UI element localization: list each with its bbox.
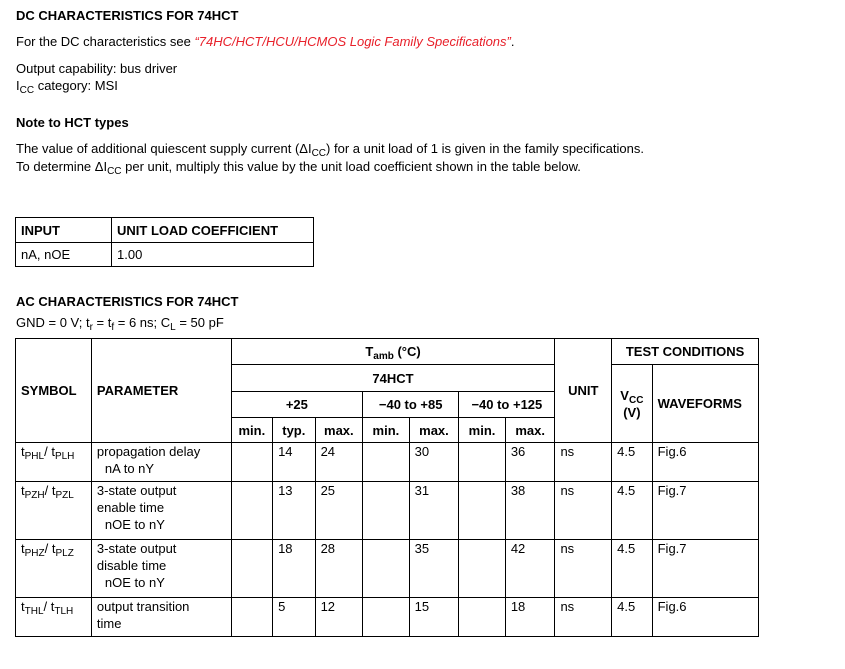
max-125-cell: 38	[505, 482, 555, 540]
min-125-cell	[459, 443, 506, 482]
sym-sub2: PLZ	[55, 548, 74, 559]
dc-title: DC CHARACTERISTICS FOR 74HCT	[16, 8, 239, 23]
max-85-cell: 15	[409, 598, 459, 637]
cond-c: = 6 ns; C	[114, 315, 171, 330]
parameter-cell	[91, 443, 231, 482]
min-85-cell	[363, 482, 410, 540]
header-range-125: −40 to +125	[459, 392, 555, 418]
ulc-header-input: INPUT	[16, 218, 112, 243]
sym-sub1: PHZ	[24, 548, 45, 559]
table-row	[16, 598, 759, 637]
header-min-85: min.	[363, 418, 410, 443]
header-max-125: max.	[505, 418, 555, 443]
note-p1b: ) for a unit load of 1 is given in the family specifications.	[326, 141, 644, 156]
dc-intro	[16, 34, 514, 49]
typ-25-cell: 14	[273, 443, 316, 482]
family-spec-link[interactable]: “74HC/HCT/HCU/HCMOS Logic Family Specifications”	[194, 34, 511, 49]
max-25-cell: 28	[315, 540, 363, 598]
cond-b: = t	[92, 315, 112, 330]
sym-t1: t	[21, 599, 25, 614]
param-line-1: 3-state output	[96, 483, 177, 498]
icc-prefix: I	[16, 78, 20, 93]
max-25-cell: 24	[315, 443, 363, 482]
sym-sub1: THL	[24, 606, 44, 617]
min-85-cell	[363, 443, 410, 482]
max-25-cell: 25	[315, 482, 363, 540]
sym-t2: t	[51, 444, 55, 459]
min-25-cell	[231, 598, 272, 637]
param-line-2: enable time	[96, 500, 165, 515]
header-symbol: SYMBOL	[16, 339, 92, 443]
header-typ-25: typ.	[273, 418, 316, 443]
sym-sep: /	[44, 541, 52, 556]
typ-25-cell: 18	[273, 540, 316, 598]
waveform-cell: Fig.6	[652, 443, 758, 482]
symbol-cell	[16, 598, 92, 637]
sym-sub1: PHL	[24, 451, 45, 462]
unit-load-table	[15, 217, 314, 267]
header-max-25: max.	[315, 418, 363, 443]
header-family: 74HCT	[231, 365, 555, 392]
vcc-v: V	[620, 387, 629, 403]
sym-sep: /	[44, 483, 52, 498]
min-85-cell	[363, 598, 410, 637]
unit-cell: ns	[555, 443, 612, 482]
header-min-125: min.	[459, 418, 506, 443]
vcc-sub: CC	[628, 394, 644, 406]
param-line-3: nOE to nY	[104, 575, 165, 590]
unit-cell: ns	[555, 598, 612, 637]
sym-sub1: PZH	[24, 490, 45, 501]
sym-sep: /	[44, 444, 52, 459]
dc-intro-end: .	[510, 34, 515, 49]
cond-a: GND = 0 V; t	[16, 315, 90, 330]
param-line-1: output transition	[96, 599, 190, 614]
max-85-cell: 35	[409, 540, 459, 598]
header-min-25: min.	[231, 418, 272, 443]
param-line-2: nA to nY	[104, 461, 155, 476]
max-85-cell: 31	[409, 482, 459, 540]
header-unit: UNIT	[555, 339, 612, 443]
symbol-cell	[16, 540, 92, 598]
min-25-cell	[231, 540, 272, 598]
sym-sub2: PZL	[55, 490, 74, 501]
max-85-cell: 30	[409, 443, 459, 482]
note-p2a: To determine ΔI	[16, 159, 108, 174]
max-125-cell: 42	[505, 540, 555, 598]
output-capability: Output capability: bus driver	[16, 61, 178, 76]
vcc-cell: 4.5	[612, 540, 652, 598]
max-25-cell: 12	[315, 598, 363, 637]
min-125-cell	[459, 598, 506, 637]
sym-sub2: TLH	[54, 606, 74, 617]
min-125-cell	[459, 482, 506, 540]
header-tamb	[231, 339, 555, 365]
tamb-t: T	[365, 344, 374, 359]
min-25-cell	[231, 482, 272, 540]
note-p1a: The value of additional quiescent supply current (ΔI	[16, 141, 312, 156]
typ-25-cell: 13	[273, 482, 316, 540]
sym-t2: t	[51, 541, 56, 556]
icc-sub: CC	[19, 85, 35, 96]
unit-cell: ns	[555, 540, 612, 598]
note-title: Note to HCT types	[16, 115, 129, 130]
sym-t2: t	[50, 599, 55, 614]
unit-cell: ns	[555, 482, 612, 540]
icc-category	[16, 78, 118, 96]
header-max-85: max.	[409, 418, 459, 443]
vcc-cell: 4.5	[612, 598, 652, 637]
note-p2b: per unit, multiply this value by the unit load coefficient shown in the table below.	[121, 159, 581, 174]
ac-title: AC CHARACTERISTICS FOR 74HCT	[16, 294, 239, 309]
waveform-cell: Fig.6	[652, 598, 758, 637]
table-row	[16, 482, 759, 540]
cond-fsub: f	[111, 322, 115, 333]
sym-t2: t	[51, 483, 56, 498]
icc-rest: category: MSI	[34, 78, 118, 93]
vcc-cell: 4.5	[612, 482, 652, 540]
header-waveforms: WAVEFORMS	[652, 365, 758, 443]
cond-lsub: L	[170, 322, 176, 333]
min-85-cell	[363, 540, 410, 598]
waveform-cell: Fig.7	[652, 540, 758, 598]
max-125-cell: 18	[505, 598, 555, 637]
vcc-unit: (V)	[623, 404, 641, 420]
param-line-1: propagation delay	[96, 444, 201, 459]
param-line-2: disable time	[96, 558, 167, 573]
sym-t1: t	[21, 444, 25, 459]
min-25-cell	[231, 443, 272, 482]
waveform-cell: Fig.7	[652, 482, 758, 540]
dc-intro-text: For the DC characteristics see	[16, 34, 195, 49]
note-p2sub: CC	[107, 166, 122, 177]
max-125-cell: 36	[505, 443, 555, 482]
param-line-3: nOE to nY	[104, 517, 165, 532]
cond-rsub: r	[89, 322, 93, 333]
ulc-coefficient-value: 1.00	[112, 243, 314, 267]
ulc-header-coefficient: UNIT LOAD COEFFICIENT	[112, 218, 314, 243]
note-line-2	[16, 159, 581, 177]
cond-d: = 50 pF	[175, 315, 224, 330]
tamb-unit: (°C)	[393, 344, 421, 359]
min-125-cell	[459, 540, 506, 598]
ac-table	[15, 338, 759, 637]
header-parameter: PARAMETER	[91, 339, 231, 443]
symbol-cell	[16, 443, 92, 482]
parameter-cell	[91, 482, 231, 540]
vcc-cell: 4.5	[612, 443, 652, 482]
tamb-sub: amb	[373, 351, 394, 362]
ulc-input-value: nA, nOE	[16, 243, 112, 267]
sym-sep: /	[43, 599, 51, 614]
note-p1sub: CC	[311, 148, 327, 159]
sym-sub2: PLH	[54, 451, 75, 462]
param-line-2: time	[96, 616, 122, 631]
sym-t1: t	[21, 483, 25, 498]
header-vcc	[612, 365, 652, 443]
sym-t1: t	[21, 541, 25, 556]
table-row	[16, 443, 759, 482]
parameter-cell	[91, 540, 231, 598]
typ-25-cell: 5	[273, 598, 316, 637]
header-test-conditions: TEST CONDITIONS	[612, 339, 759, 365]
symbol-cell	[16, 482, 92, 540]
note-line-1	[16, 141, 644, 159]
ac-conditions	[16, 315, 224, 333]
param-line-1: 3-state output	[96, 541, 177, 556]
header-range-85: −40 to +85	[363, 392, 459, 418]
header-range-25: +25	[231, 392, 363, 418]
parameter-cell	[91, 598, 231, 637]
table-row	[16, 540, 759, 598]
